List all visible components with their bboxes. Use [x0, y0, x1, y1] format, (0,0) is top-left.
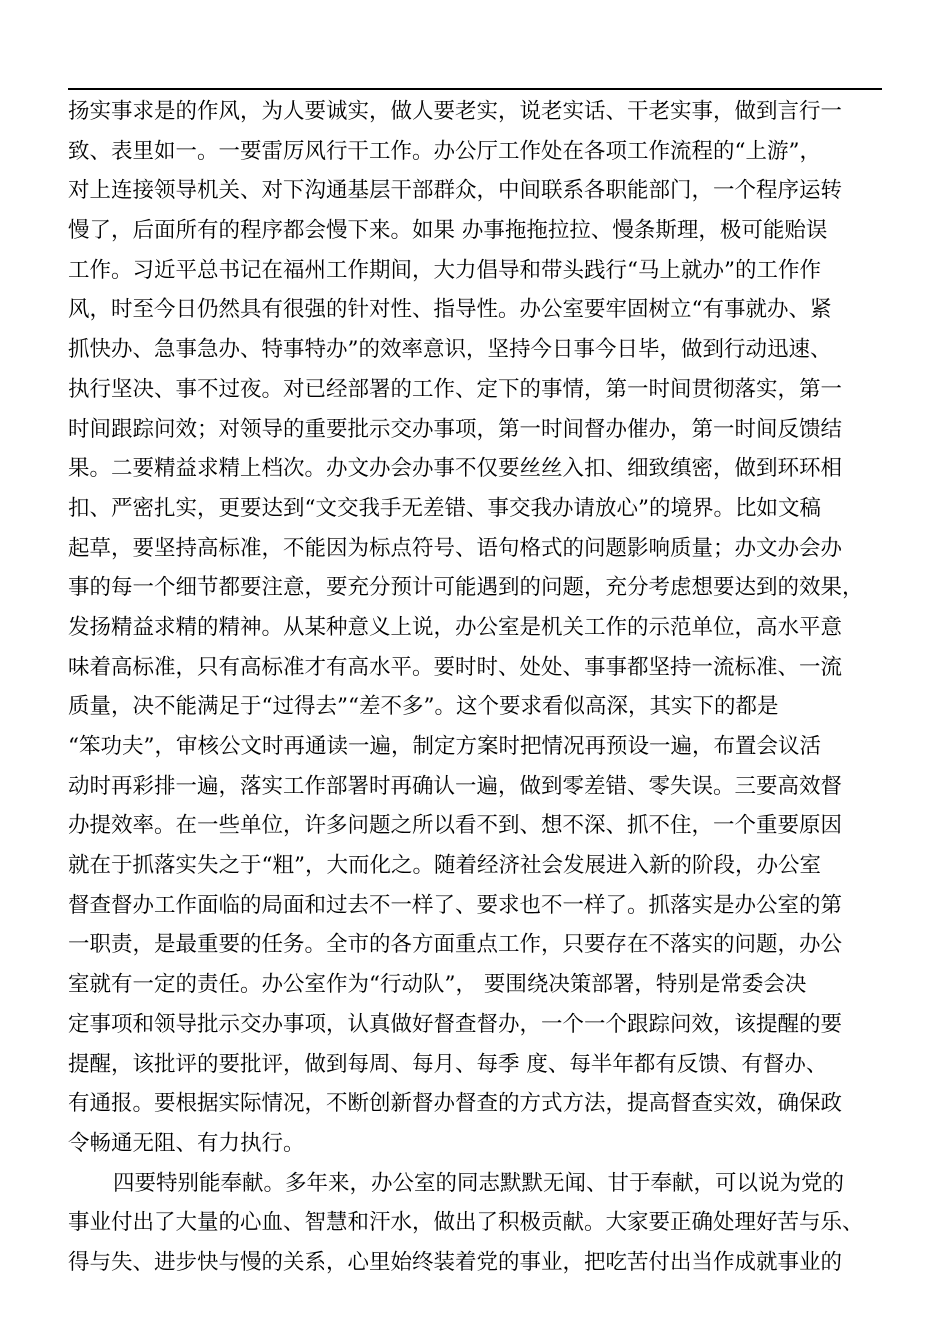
paragraph-line: 起草，要坚持高标准，不能因为标点符号、语句格式的问题影响质量；办文办会办 [68, 535, 843, 561]
paragraph-line: 风，时至今日仍然具有很强的针对性、指导性。办公室要牢固树立“有事就办、紧 [68, 297, 832, 323]
paragraph-line: 发扬精益求精的精神。从某种意义上说，办公室是机关工作的示范单位，高水平意 [68, 614, 843, 640]
paragraph-line: 就在于抓落实失之于“粗”，大而化之。随着经济社会发展进入新的阶段，办公室 [68, 853, 821, 879]
paragraph-line: 办提效率。在一些单位，许多问题之所以看不到、想不深、抓不住，一个重要原因 [68, 813, 843, 839]
paragraph-line: 得与失、进步快与慢的关系，心里始终装着党的事业，把吃苦付出当作成就事业的 [68, 1249, 843, 1275]
paragraph-line: 事的每一个细节都要注意，要充分预计可能遇到的问题，充分考虑想要达到的效果， [68, 575, 864, 601]
paragraph-line: 令畅通无阻、有力执行。 [68, 1130, 305, 1156]
paragraph-line: 四要特别能奉献。多年来，办公室的同志默默无闻、甘于奉献，可以说为党的 [113, 1170, 845, 1196]
paragraph-line: 工作。习近平总书记在福州工作期间，大力倡导和带头践行“马上就办”的工作作 [68, 257, 821, 283]
paragraph-line: 对上连接领导机关、对下沟通基层干部群众，中间联系各职能部门，一个程序运转 [68, 178, 843, 204]
paragraph-line: 动时再彩排一遍，落实工作部署时再确认一遍，做到零差错、零失误。三要高效督 [68, 773, 843, 799]
paragraph-line: 味着高标准，只有高标准才有高水平。要时时、处处、事事都坚持一流标准、一流 [68, 654, 843, 680]
paragraph-line: 有通报。要根据实际情况，不断创新督办督查的方式方法，提高督查实效，确保政 [68, 1091, 843, 1117]
header-rule [68, 88, 882, 90]
paragraph-line: 执行坚决、事不过夜。对已经部署的工作、定下的事情，第一时间贯彻落实，第一 [68, 376, 843, 402]
paragraph-line: “笨功夫”，审核公文时再通读一遍，制定方案时把情况再预设一遍，布置会议活 [68, 734, 821, 759]
paragraph-line: 扣、严密扎实，更要达到“文交我手无差错、事交我办请放心”的境界。比如文稿 [68, 495, 821, 521]
paragraph-line: 致、表里如一。一要雷厉风行干工作。办公厅工作处在各项工作流程的“上游”， [68, 138, 821, 164]
paragraph-line: 督查督办工作面临的局面和过去不一样了、要求也不一样了。抓落实是办公室的第 [68, 892, 843, 918]
paragraph-line: 慢了，后面所有的程序都会慢下来。如果 办事拖拖拉拉、慢条斯理，极可能贻误 [68, 218, 828, 244]
paragraph-line: 一职责，是最重要的任务。全市的各方面重点工作，只要存在不落实的问题，办公 [68, 932, 843, 958]
paragraph-line: 定事项和领导批示交办事项，认真做好督查督办，一个一个跟踪问效，该提醒的要 [68, 1011, 843, 1037]
paragraph-line: 质量，决不能满足于“过得去”“差不多”。这个要求看似高深，其实下的都是 [68, 694, 779, 720]
paragraph-line: 时间跟踪问效；对领导的重要批示交办事项，第一时间督办催办，第一时间反馈结 [68, 416, 843, 442]
body-text [68, 92, 892, 1283]
paragraph-line: 抓快办、急事急办、特事特办”的效率意识，坚持今日事今日毕，做到行动迅速、 [68, 337, 832, 363]
paragraph-line: 事业付出了大量的心血、智慧和汗水，做出了积极贡献。大家要正确处理好苦与乐、 [68, 1210, 864, 1236]
paragraph-line: 提醒，该批评的要批评，做到每周、每月、每季 度、每半年都有反馈、有督办、 [68, 1051, 828, 1077]
paragraph-line: 扬实事求是的作风，为人要诚实，做人要老实，说老实话、干老实事，做到言行一 [68, 99, 843, 124]
paragraph-line: 室就有一定的责任。办公室作为“行动队”， 要围绕决策部署，特别是常委会决 [68, 972, 807, 998]
paragraph-line: 果。二要精益求精上档次。办文办会办事不仅要丝丝入扣、细致缜密，做到环环相 [68, 456, 843, 482]
